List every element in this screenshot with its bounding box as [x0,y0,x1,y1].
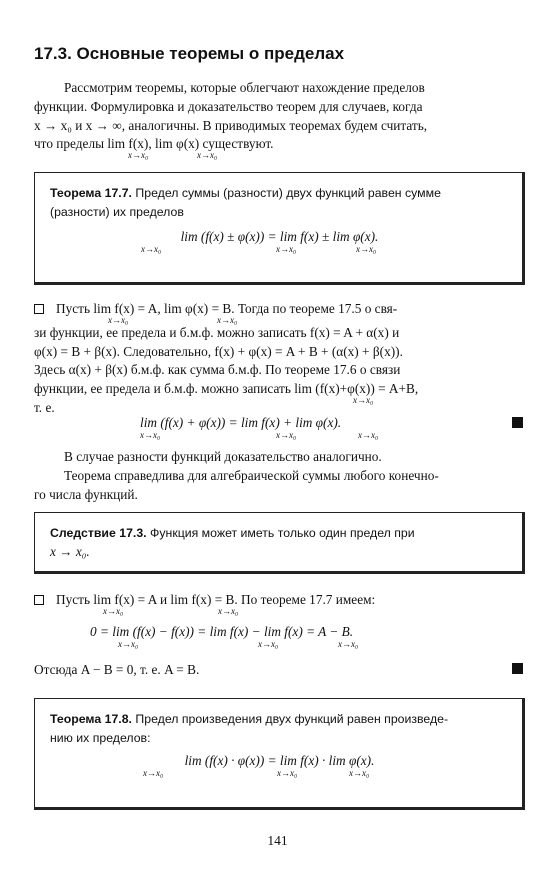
end-of-proof-square-icon [512,663,523,674]
intro-line: Рассмотрим теоремы, которые облегчают нахождение пределов [64,80,425,95]
proof-start-square-icon [34,304,44,314]
limit-subscript: x→x₀ [143,768,164,778]
theorem-text: нию их пределов: [50,731,151,745]
proof-start-square-icon [34,595,44,605]
proof-line: зи функции, ее предела и б.м.ф. можно записать f(x) = A + α(x) и [34,325,400,340]
limit-subscript: x→x₀ [103,606,124,616]
theorem-formula: lim (f(x) · φ(x)) = lim f(x) · lim φ(x). [184,753,375,768]
remark-line: Теорема справедлива для алгебраической суммы любого конечно- [64,468,439,483]
intro-line: x → x₀ и x → ∞, аналогичны. В приводимых теоремах будем считать, [34,118,428,133]
proof-conclusion: Отсюда A − B = 0, т. е. A = B. [34,662,200,677]
limit-subscript: x→x₀ [108,315,129,325]
page-number: 141 [267,833,288,848]
limit-subscript: x→x₀ [128,150,149,160]
corollary-box [34,512,525,574]
limit-subscript: x→x₀ [197,150,218,160]
limit-subscript: x→x₀ [218,606,239,616]
theorem-formula: lim (f(x) ± φ(x)) = lim f(x) ± lim φ(x). [180,229,379,244]
limit-subscript: x→x₀ [349,768,370,778]
proof-line: Пусть lim f(x) = A, lim φ(x) = B. Тогда по теореме 17.5 о свя- [56,301,398,316]
corollary-label: Следствие 17.3. [50,526,147,540]
limit-subscript: x→x₀ [277,768,298,778]
section-title: 17.3. Основные теоремы о пределах [34,44,345,63]
corollary-text: Функция может иметь только один предел при [150,526,415,540]
remark-line: го числа функций. [34,487,138,502]
limit-subscript: x→x₀ [258,639,279,649]
limit-subscript: x→x₀ [141,244,162,254]
theorem-text: Предел суммы (разности) двух функций равен сумме [135,186,441,200]
proof-line: т. е. [34,400,55,415]
limit-subscript: x→x₀ [140,430,161,440]
proof-formula: 0 = lim (f(x) − f(x)) = lim f(x) − lim f(x) = A − B. [90,624,354,639]
theorem-line [50,185,441,201]
theorem-line [50,711,448,727]
theorem-text: Предел произведения двух функций равен произведе- [135,712,449,726]
corollary-line [50,525,415,541]
limit-subscript: x→x₀ [118,639,139,649]
proof-line: функции, ее предела и б.м.ф. можно записать lim (f(x)+φ(x)) = A+B, [34,381,419,396]
limit-subscript: x→x₀ [276,430,297,440]
theorem-text: (разности) их пределов [50,205,184,219]
remark-line: В случае разности функций доказательство аналогично. [64,449,382,464]
limit-subscript: x→x₀ [358,430,379,440]
end-of-proof-square-icon [512,417,523,428]
proof-formula: lim (f(x) + φ(x)) = lim f(x) + lim φ(x). [140,415,342,430]
proof-line: φ(x) = B + β(x). Следовательно, f(x) + φ(x) = A + B + (α(x) + β(x)). [34,344,403,359]
proof-line: Здесь α(x) + β(x) б.м.ф. как сумма б.м.ф. По теореме 17.6 о связи [34,362,401,377]
corollary-text: x → x₀. [50,544,90,559]
intro-line: что пределы lim f(x), lim φ(x) существуют. [34,136,274,151]
theorem-label: Теорема 17.7. [50,186,132,200]
theorem-label: Теорема 17.8. [50,712,132,726]
limit-subscript: x→x₀ [353,395,374,405]
limit-subscript: x→x₀ [276,244,297,254]
limit-subscript: x→x₀ [338,639,359,649]
proof-line: Пусть lim f(x) = A и lim f(x) = B. По теореме 17.7 имеем: [56,592,376,607]
limit-subscript: x→x₀ [356,244,377,254]
intro-line: функции. Формулировка и доказательство теорем для случаев, когда [34,99,423,114]
limit-subscript: x→x₀ [217,315,238,325]
